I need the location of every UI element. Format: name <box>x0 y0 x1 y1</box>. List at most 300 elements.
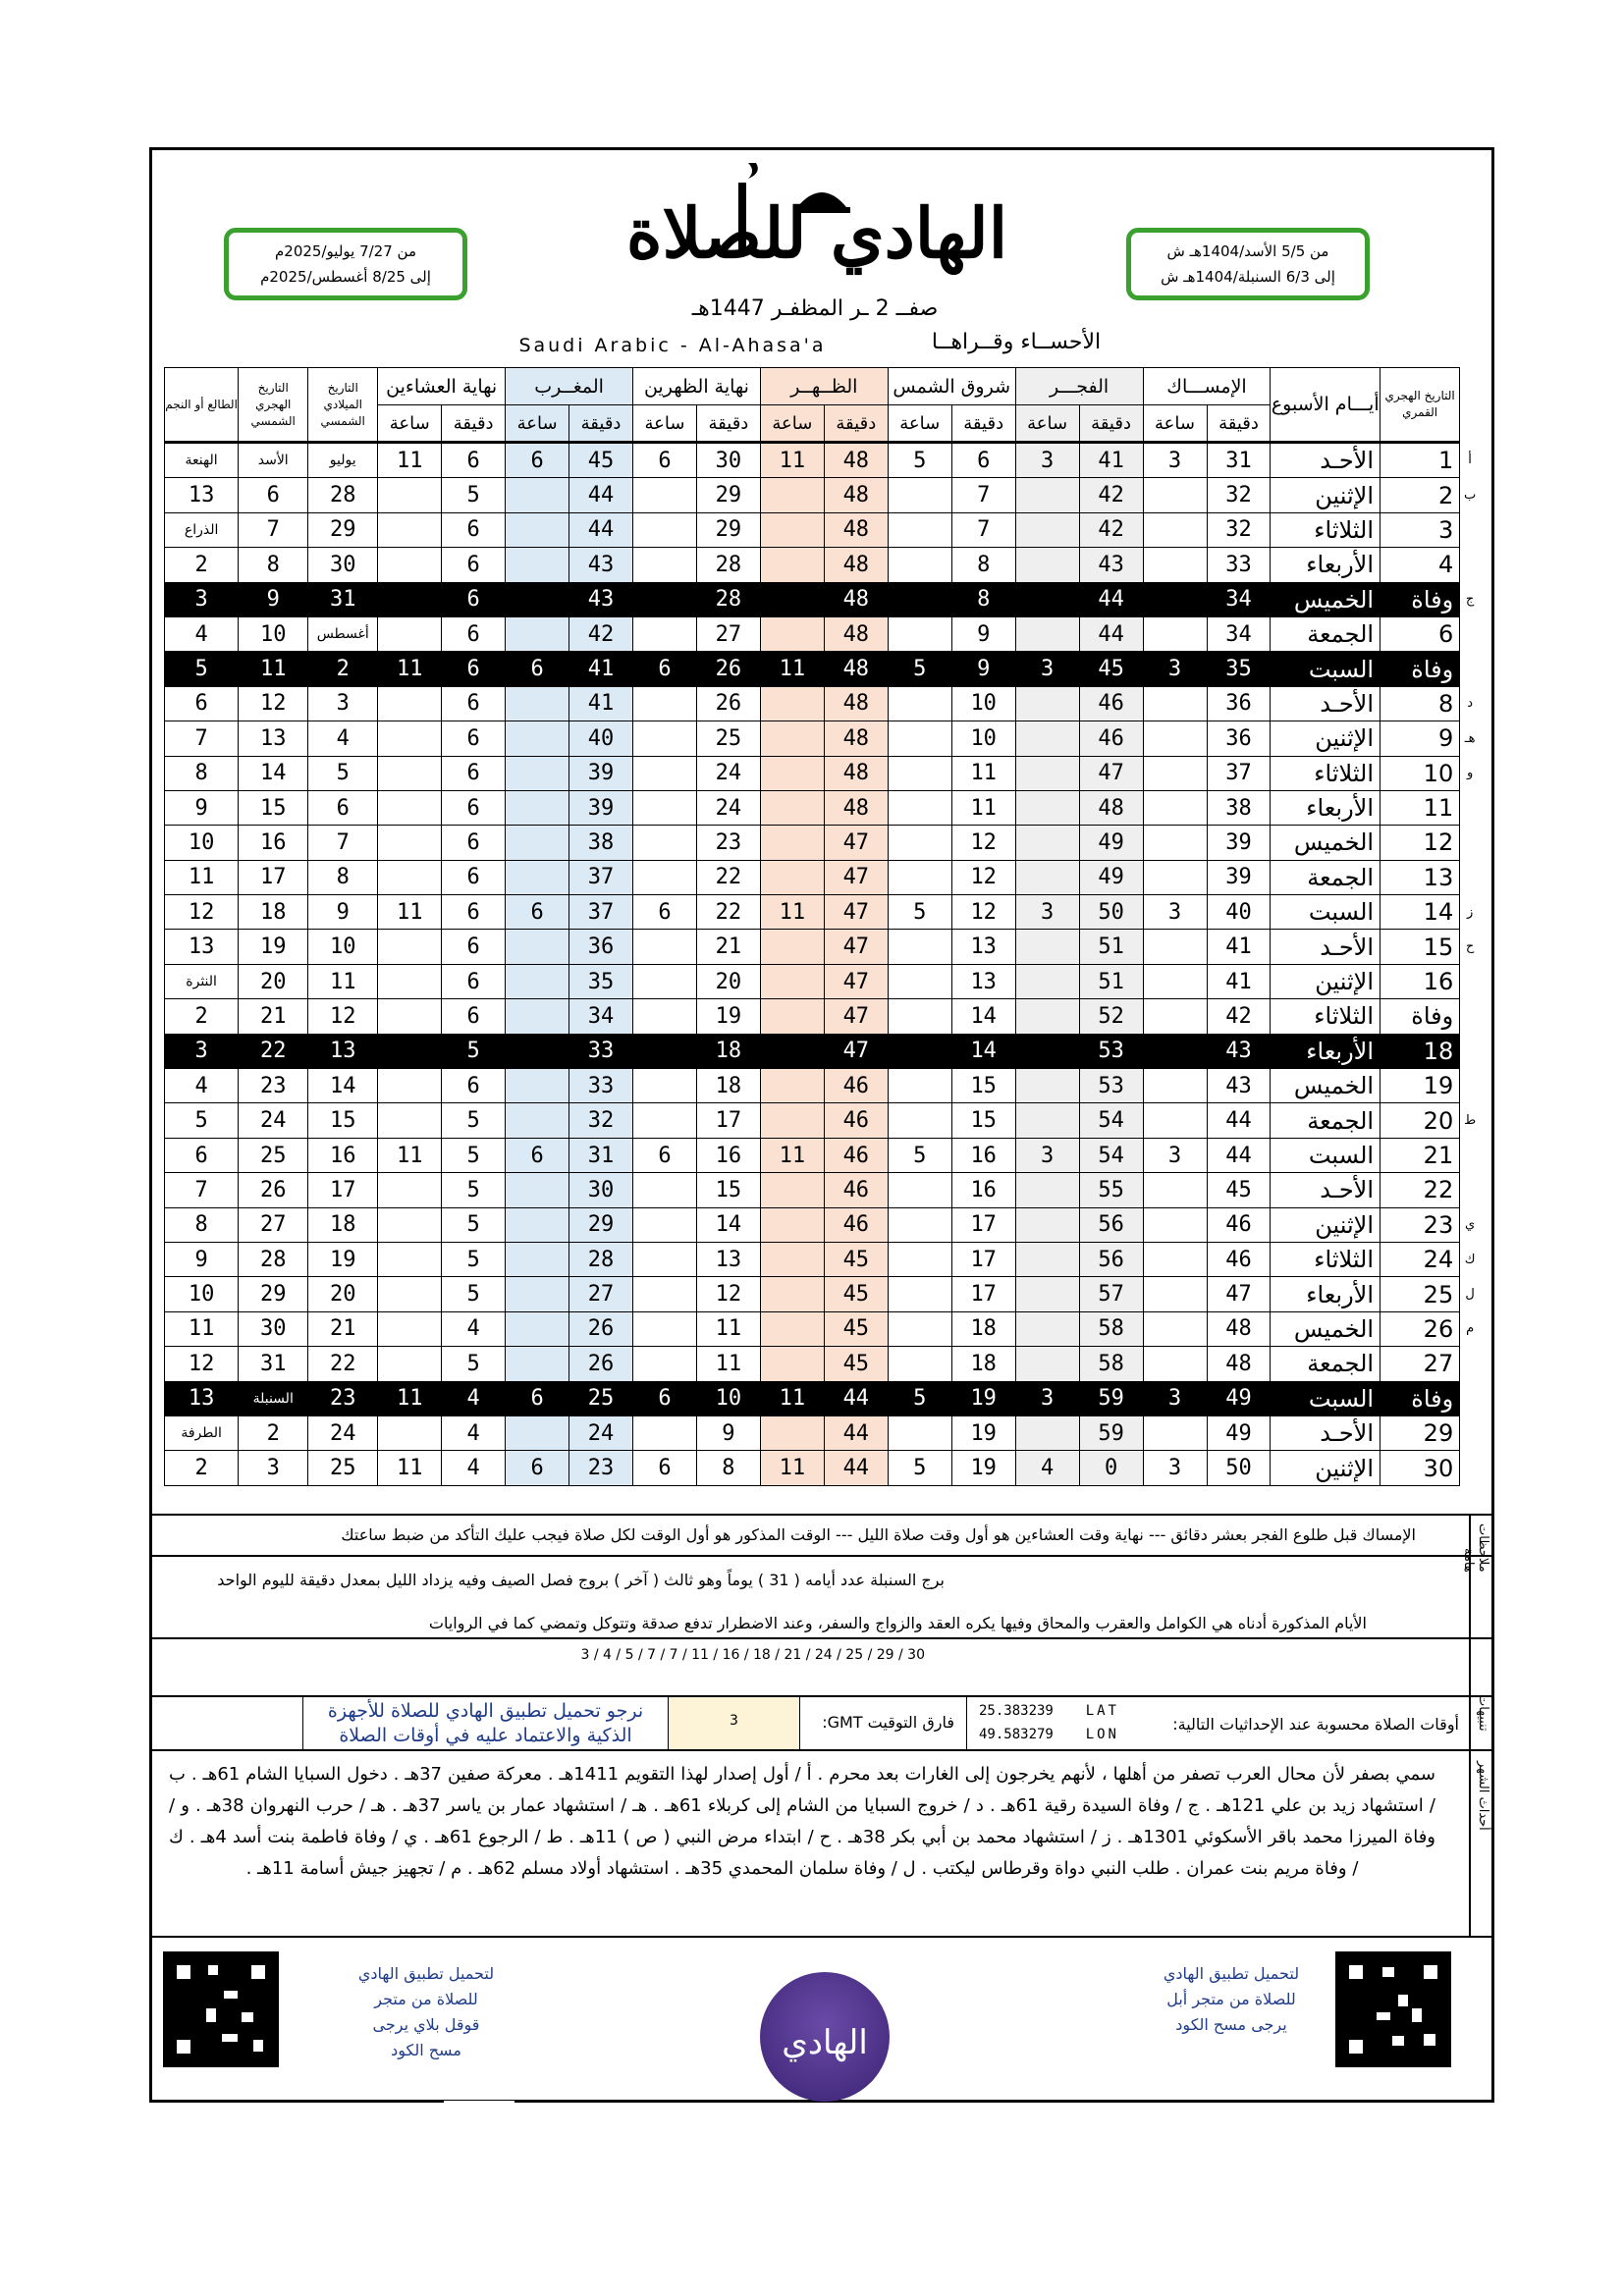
endz-m-cell: 27 <box>696 616 760 651</box>
table-row <box>165 930 1481 964</box>
mag-m-cell: 39 <box>569 790 633 825</box>
sub-hour: ساعة <box>378 405 442 443</box>
sun-h-cell <box>888 1415 951 1450</box>
imsak-m-cell: 35 <box>1207 652 1271 686</box>
sun-h-cell: 5 <box>888 1451 951 1485</box>
hijri-solar-cell: 13 <box>239 721 308 756</box>
header-weekday: أيـــام الأسبوع <box>1271 368 1380 443</box>
sun-h-cell: 5 <box>888 1381 951 1415</box>
endi-m-cell: 5 <box>442 1034 506 1068</box>
mag-m-cell: 24 <box>569 1415 633 1450</box>
mag-h-cell <box>506 1034 569 1068</box>
sun-m-cell: 11 <box>951 790 1015 825</box>
table-row <box>165 1347 1481 1381</box>
gregorian-cell: 4 <box>308 721 378 756</box>
hijri-date-cell: 8 <box>1380 686 1460 721</box>
event-mark <box>1460 1347 1480 1381</box>
fajr-h-cell <box>1015 1415 1079 1450</box>
hijri-solar-cell: 12 <box>239 686 308 721</box>
frame-gap <box>444 2101 514 2105</box>
imsak-m-cell: 46 <box>1207 1207 1271 1242</box>
sun-h-cell <box>888 512 951 547</box>
imsak-m-cell: 47 <box>1207 1277 1271 1311</box>
hijri-solar-cell: السنبلة <box>239 1381 308 1415</box>
sun-m-cell: 13 <box>951 930 1015 964</box>
endi-m-cell: 6 <box>442 686 506 721</box>
endi-m-cell: 6 <box>442 1069 506 1103</box>
mark-header <box>1460 368 1480 443</box>
fajr-m-cell: 46 <box>1079 686 1143 721</box>
endz-m-cell: 22 <box>696 860 760 894</box>
imsak-m-cell: 36 <box>1207 721 1271 756</box>
fajr-h-cell <box>1015 616 1079 651</box>
star-cell: 5 <box>165 1103 239 1138</box>
endz-m-cell: 14 <box>696 1207 760 1242</box>
star-cell: 7 <box>165 1173 239 1207</box>
endz-h-cell <box>633 826 697 860</box>
sub-minute: دقيقة <box>824 405 888 443</box>
hijri-date-cell: 23 <box>1380 1207 1460 1242</box>
imsak-m-cell: 37 <box>1207 756 1271 790</box>
endz-h-cell <box>633 686 697 721</box>
weekday-cell: الإثنين <box>1271 721 1380 756</box>
weekday-cell: الأربعاء <box>1271 790 1380 825</box>
gregorian-cell: 18 <box>308 1207 378 1242</box>
sun-h-cell <box>888 478 951 512</box>
table-row <box>165 999 1481 1034</box>
sun-m-cell: 7 <box>951 478 1015 512</box>
hijri-solar-cell: 28 <box>239 1242 308 1276</box>
fajr-m-cell: 42 <box>1079 512 1143 547</box>
header-maghrib: المغــرب <box>506 368 633 405</box>
solar-to: إلى 6/3 السنبلة/1404هـ ش <box>1161 268 1335 286</box>
imsak-h-cell <box>1143 1034 1207 1068</box>
sun-h-cell <box>888 582 951 616</box>
hijri-date-cell: 24 <box>1380 1242 1460 1276</box>
dhuhr-h-cell <box>760 1207 824 1242</box>
imsak-h-cell <box>1143 721 1207 756</box>
hijri-date-cell: 29 <box>1380 1415 1460 1450</box>
imsak-m-cell: 48 <box>1207 1311 1271 1346</box>
dhuhr-h-cell: 11 <box>760 1451 824 1485</box>
imsak-h-cell: 3 <box>1143 895 1207 930</box>
endz-m-cell: 28 <box>696 582 760 616</box>
endi-m-cell: 5 <box>442 1138 506 1172</box>
dhuhr-h-cell <box>760 548 824 582</box>
fajr-m-cell: 43 <box>1079 548 1143 582</box>
endz-m-cell: 26 <box>696 652 760 686</box>
endi-m-cell: 5 <box>442 1347 506 1381</box>
weekday-cell: الأربعاء <box>1271 1034 1380 1068</box>
dhuhr-m-cell: 45 <box>824 1242 888 1276</box>
gregorian-cell: 5 <box>308 756 378 790</box>
star-cell: 3 <box>165 582 239 616</box>
imsak-h-cell <box>1143 860 1207 894</box>
imsak-m-cell: 41 <box>1207 964 1271 998</box>
lon-value: 49.583279 <box>979 1727 1054 1742</box>
gmt-label: فارق التوقيت GMT: <box>799 1697 966 1749</box>
endi-h-cell: 11 <box>378 1451 442 1485</box>
note-line-2: برج السنبلة عدد أيامه ( 31 ) يوماً وهو ثالث ( آخر ) بروج فصل الصيف وفيه يزداد الليل بمعدل دقيقة لليوم الواحد <box>217 1571 945 1589</box>
star-cell: 7 <box>165 721 239 756</box>
star-cell: النثرة <box>165 964 239 998</box>
star-cell: 6 <box>165 686 239 721</box>
mag-h-cell <box>506 616 569 651</box>
sun-h-cell <box>888 756 951 790</box>
dhuhr-h-cell <box>760 582 824 616</box>
event-mark <box>1460 1381 1480 1415</box>
sun-m-cell: 19 <box>951 1415 1015 1450</box>
endz-h-cell <box>633 1277 697 1311</box>
table-row <box>165 443 1481 478</box>
endz-h-cell <box>633 1415 697 1450</box>
table-row <box>165 964 1481 998</box>
side-label-important: ملاحظات هامة <box>1461 1523 1490 1573</box>
sun-h-cell: 5 <box>888 443 951 478</box>
dhuhr-h-cell <box>760 478 824 512</box>
hijri-solar-cell: 8 <box>239 548 308 582</box>
endi-h-cell <box>378 930 442 964</box>
table-row <box>165 548 1481 582</box>
hijri-date-cell: وفاة <box>1380 582 1460 616</box>
hijri-solar-cell: 20 <box>239 964 308 998</box>
dhuhr-m-cell: 48 <box>824 790 888 825</box>
mag-m-cell: 31 <box>569 1138 633 1172</box>
dhuhr-m-cell: 48 <box>824 582 888 616</box>
hijri-solar-cell: 30 <box>239 1311 308 1346</box>
dhuhr-h-cell <box>760 1311 824 1346</box>
fajr-h-cell <box>1015 964 1079 998</box>
fajr-h-cell: 3 <box>1015 1138 1079 1172</box>
dhuhr-m-cell: 47 <box>824 1034 888 1068</box>
endz-h-cell <box>633 999 697 1034</box>
weekday-cell: الأربعاء <box>1271 1277 1380 1311</box>
mag-h-cell <box>506 964 569 998</box>
mag-h-cell <box>506 860 569 894</box>
imsak-m-cell: 43 <box>1207 1069 1271 1103</box>
endz-h-cell <box>633 582 697 616</box>
event-mark <box>1460 1173 1480 1207</box>
imsak-h-cell: 3 <box>1143 1138 1207 1172</box>
hijri-solar-cell: 27 <box>239 1207 308 1242</box>
mag-m-cell: 29 <box>569 1207 633 1242</box>
gregorian-cell: 2 <box>308 652 378 686</box>
fajr-m-cell: 59 <box>1079 1381 1143 1415</box>
fajr-h-cell <box>1015 1173 1079 1207</box>
imsak-m-cell: 32 <box>1207 512 1271 547</box>
gregorian-cell: 7 <box>308 826 378 860</box>
sun-h-cell <box>888 721 951 756</box>
hijri-date-cell: 6 <box>1380 616 1460 651</box>
gregorian-cell: 11 <box>308 964 378 998</box>
endz-h-cell: 6 <box>633 1138 697 1172</box>
sun-m-cell: 9 <box>951 616 1015 651</box>
mag-m-cell: 27 <box>569 1277 633 1311</box>
imsak-m-cell: 42 <box>1207 999 1271 1034</box>
mag-h-cell: 6 <box>506 1138 569 1172</box>
event-mark: ز <box>1466 904 1474 920</box>
weekday-cell: الخميس <box>1271 582 1380 616</box>
imsak-m-cell: 32 <box>1207 478 1271 512</box>
imsak-m-cell: 36 <box>1207 686 1271 721</box>
fajr-m-cell: 56 <box>1079 1242 1143 1276</box>
hijri-date-cell: وفاة <box>1380 999 1460 1034</box>
endz-m-cell: 25 <box>696 721 760 756</box>
sun-m-cell: 10 <box>951 686 1015 721</box>
header-star: الطالع أو النجم <box>165 368 239 443</box>
mag-m-cell: 23 <box>569 1451 633 1485</box>
imsak-h-cell <box>1143 512 1207 547</box>
mag-m-cell: 34 <box>569 999 633 1034</box>
endi-h-cell <box>378 512 442 547</box>
imsak-h-cell <box>1143 1347 1207 1381</box>
sun-h-cell: 5 <box>888 652 951 686</box>
weekday-cell: الجمعة <box>1271 1103 1380 1138</box>
star-cell: 8 <box>165 756 239 790</box>
mag-h-cell <box>506 512 569 547</box>
hijri-date-cell: 15 <box>1380 930 1460 964</box>
weekday-cell: الأربعاء <box>1271 548 1380 582</box>
endi-h-cell <box>378 1311 442 1346</box>
dhuhr-m-cell: 48 <box>824 616 888 651</box>
hijri-date-cell: 27 <box>1380 1347 1460 1381</box>
header-end-dhuhrain: نهاية الظهرين <box>633 368 761 405</box>
fajr-h-cell <box>1015 790 1079 825</box>
mag-h-cell <box>506 721 569 756</box>
dhuhr-h-cell <box>760 860 824 894</box>
hijri-solar-cell: 17 <box>239 860 308 894</box>
imsak-m-cell: 44 <box>1207 1103 1271 1138</box>
event-mark <box>1460 999 1480 1034</box>
fajr-m-cell: 46 <box>1079 721 1143 756</box>
sun-m-cell: 17 <box>951 1277 1015 1311</box>
mag-m-cell: 36 <box>569 930 633 964</box>
endz-h-cell <box>633 1207 697 1242</box>
mag-m-cell: 37 <box>569 860 633 894</box>
mag-h-cell <box>506 686 569 721</box>
fajr-h-cell: 3 <box>1015 895 1079 930</box>
mag-h-cell: 6 <box>506 652 569 686</box>
sun-m-cell: 19 <box>951 1451 1015 1485</box>
endi-h-cell <box>378 1207 442 1242</box>
event-mark: د <box>1467 696 1473 712</box>
endz-h-cell <box>633 1347 697 1381</box>
sun-h-cell <box>888 999 951 1034</box>
sun-h-cell <box>888 1069 951 1103</box>
dhuhr-h-cell <box>760 1277 824 1311</box>
endi-m-cell: 6 <box>442 443 506 478</box>
fajr-h-cell <box>1015 860 1079 894</box>
weekday-cell: الخميس <box>1271 826 1380 860</box>
month-title: صفــ 2 ـر المظفـر 1447هـ <box>691 296 939 321</box>
sun-h-cell <box>888 860 951 894</box>
star-cell: الهنعة <box>165 443 239 478</box>
sun-h-cell <box>888 930 951 964</box>
fajr-m-cell: 51 <box>1079 930 1143 964</box>
endz-m-cell: 13 <box>696 1242 760 1276</box>
fajr-h-cell <box>1015 1034 1079 1068</box>
sun-h-cell <box>888 686 951 721</box>
dhuhr-m-cell: 48 <box>824 756 888 790</box>
mag-m-cell: 45 <box>569 443 633 478</box>
table-row <box>165 1138 1481 1172</box>
endz-h-cell <box>633 548 697 582</box>
endz-m-cell: 17 <box>696 1103 760 1138</box>
table-row <box>165 582 1481 616</box>
weekday-cell: الثلاثاء <box>1271 999 1380 1034</box>
dhuhr-h-cell <box>760 964 824 998</box>
gregorian-cell: 28 <box>308 478 378 512</box>
sub-minute: دقيقة <box>696 405 760 443</box>
table-row <box>165 1381 1481 1415</box>
event-mark: ح <box>1465 939 1475 955</box>
mag-m-cell: 40 <box>569 721 633 756</box>
fajr-h-cell <box>1015 826 1079 860</box>
imsak-h-cell <box>1143 616 1207 651</box>
dhuhr-m-cell: 46 <box>824 1103 888 1138</box>
note-line-3: الأيام المذكورة أدناه هي الكوامل والعقرب والمحاق وفيها يكره العقد والزواج والسفر، وعند الاضطرار تدفع صدقة وتتوكل وتمضي كما في الروايات <box>428 1614 1367 1632</box>
mag-h-cell: 6 <box>506 1381 569 1415</box>
sub-minute: دقيقة <box>1207 405 1271 443</box>
coords-values <box>966 1697 1133 1749</box>
hijri-solar-cell: 24 <box>239 1103 308 1138</box>
imsak-h-cell <box>1143 826 1207 860</box>
gregorian-cell: 22 <box>308 1347 378 1381</box>
fajr-m-cell: 59 <box>1079 1415 1143 1450</box>
hijri-date-cell: 12 <box>1380 826 1460 860</box>
sub-minute: دقيقة <box>569 405 633 443</box>
header-hijri-solar: التاريخ الهجري الشمسي <box>239 368 308 443</box>
endi-m-cell: 6 <box>442 548 506 582</box>
dhuhr-h-cell <box>760 1415 824 1450</box>
table-row <box>165 686 1481 721</box>
mag-m-cell: 43 <box>569 582 633 616</box>
mag-h-cell <box>506 1173 569 1207</box>
dhuhr-h-cell <box>760 756 824 790</box>
hijri-solar-cell: 18 <box>239 895 308 930</box>
mag-h-cell <box>506 1207 569 1242</box>
hijri-date-cell: وفاة <box>1380 652 1460 686</box>
gregorian-cell: 31 <box>308 582 378 616</box>
gregorian-cell: 10 <box>308 930 378 964</box>
fajr-m-cell: 56 <box>1079 1207 1143 1242</box>
sun-m-cell: 15 <box>951 1069 1015 1103</box>
weekday-cell: الأحـد <box>1271 930 1380 964</box>
endz-h-cell <box>633 1242 697 1276</box>
gmt-value: 3 <box>668 1697 799 1749</box>
header-sunrise: شروق الشمس <box>888 368 1015 405</box>
mag-h-cell <box>506 756 569 790</box>
fajr-m-cell: 55 <box>1079 1173 1143 1207</box>
dhuhr-h-cell <box>760 1242 824 1276</box>
endz-h-cell <box>633 721 697 756</box>
endz-m-cell: 30 <box>696 443 760 478</box>
event-mark <box>1460 790 1480 825</box>
endz-h-cell <box>633 478 697 512</box>
endi-m-cell: 6 <box>442 616 506 651</box>
gregorian-cell: 23 <box>308 1381 378 1415</box>
dhuhr-m-cell: 47 <box>824 930 888 964</box>
imsak-m-cell: 49 <box>1207 1381 1271 1415</box>
endi-m-cell: 5 <box>442 1207 506 1242</box>
star-cell: 6 <box>165 1138 239 1172</box>
sub-minute: دقيقة <box>442 405 506 443</box>
imsak-m-cell: 50 <box>1207 1451 1271 1485</box>
dhuhr-h-cell <box>760 930 824 964</box>
endi-m-cell: 4 <box>442 1381 506 1415</box>
dhuhr-h-cell <box>760 790 824 825</box>
endi-h-cell: 11 <box>378 1138 442 1172</box>
endi-h-cell <box>378 756 442 790</box>
hijri-date-cell: 4 <box>1380 548 1460 582</box>
hijri-solar-cell: 22 <box>239 1034 308 1068</box>
imsak-m-cell: 41 <box>1207 930 1271 964</box>
mag-h-cell: 6 <box>506 1451 569 1485</box>
solar-from: من 5/5 الأسد/1404هـ ش <box>1166 242 1329 260</box>
endi-m-cell: 5 <box>442 1173 506 1207</box>
endi-h-cell <box>378 1347 442 1381</box>
mag-m-cell: 33 <box>569 1034 633 1068</box>
table-row <box>165 1069 1481 1103</box>
hijri-solar-cell: الأسد <box>239 443 308 478</box>
endz-m-cell: 24 <box>696 790 760 825</box>
endz-h-cell <box>633 790 697 825</box>
endz-m-cell: 22 <box>696 895 760 930</box>
dhuhr-h-cell: 11 <box>760 895 824 930</box>
endi-h-cell: 11 <box>378 895 442 930</box>
coordinates-row <box>149 1695 1494 1751</box>
endi-h-cell <box>378 964 442 998</box>
imsak-m-cell: 39 <box>1207 826 1271 860</box>
gregorian-cell: 29 <box>308 512 378 547</box>
note-row-1 <box>149 1514 1494 1555</box>
mag-h-cell <box>506 548 569 582</box>
sub-hour: ساعة <box>760 405 824 443</box>
dhuhr-h-cell: 11 <box>760 652 824 686</box>
star-cell: 5 <box>165 652 239 686</box>
table-row <box>165 826 1481 860</box>
event-mark <box>1460 964 1480 998</box>
hijri-solar-cell: 16 <box>239 826 308 860</box>
endi-h-cell: 11 <box>378 443 442 478</box>
endi-h-cell <box>378 1242 442 1276</box>
fajr-m-cell: 45 <box>1079 652 1143 686</box>
lat-label: LAT <box>1085 1703 1119 1719</box>
imsak-m-cell: 34 <box>1207 616 1271 651</box>
endz-m-cell: 29 <box>696 478 760 512</box>
table-row <box>165 1103 1481 1138</box>
weekday-cell: الإثنين <box>1271 1207 1380 1242</box>
sub-hour: ساعة <box>506 405 569 443</box>
mag-h-cell <box>506 826 569 860</box>
endi-m-cell: 6 <box>442 512 506 547</box>
event-mark <box>1460 860 1480 894</box>
endz-m-cell: 28 <box>696 548 760 582</box>
gregorian-cell: 3 <box>308 686 378 721</box>
star-cell: 4 <box>165 616 239 651</box>
hijri-solar-cell: 23 <box>239 1069 308 1103</box>
endi-h-cell <box>378 999 442 1034</box>
fajr-h-cell <box>1015 999 1079 1034</box>
fajr-h-cell <box>1015 721 1079 756</box>
sub-minute: دقيقة <box>1079 405 1143 443</box>
imsak-m-cell: 48 <box>1207 1347 1271 1381</box>
mag-m-cell: 33 <box>569 1069 633 1103</box>
endz-h-cell <box>633 964 697 998</box>
sun-h-cell <box>888 964 951 998</box>
endi-m-cell: 4 <box>442 1415 506 1450</box>
endi-m-cell: 5 <box>442 1242 506 1276</box>
